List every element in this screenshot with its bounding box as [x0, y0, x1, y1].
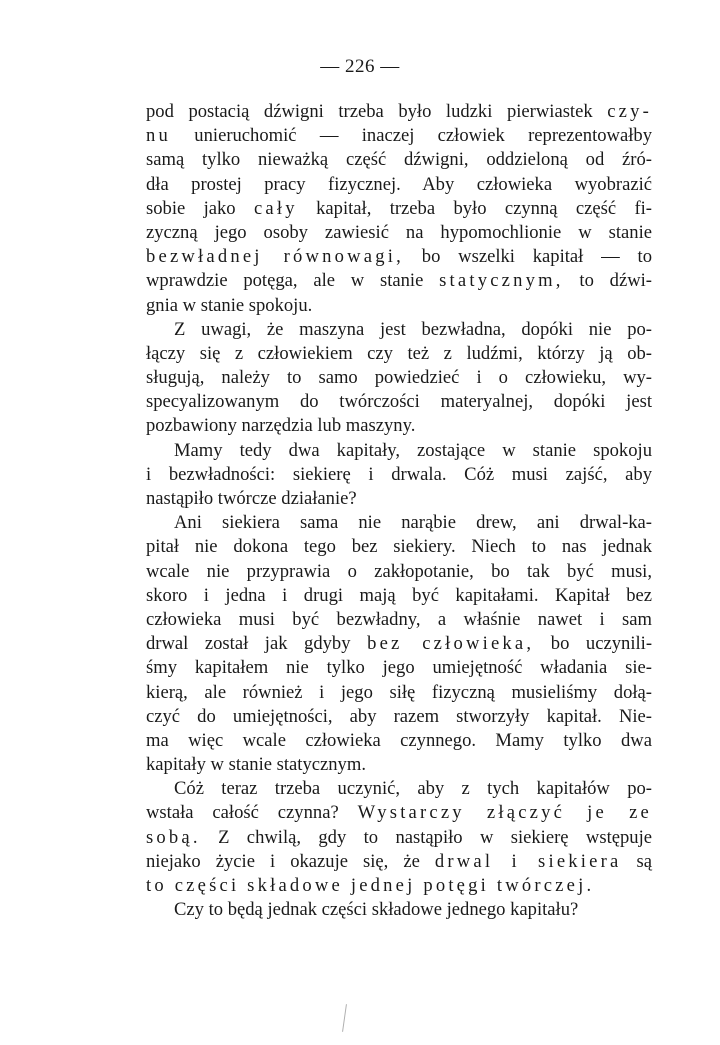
- body-text: [146, 100, 652, 922]
- text-run: pozbawiony narzędzia lub maszyny.: [146, 415, 416, 437]
- text-run: wstała całość czynna?: [146, 802, 358, 824]
- text-line: [146, 221, 652, 245]
- text-run: nastąpiło twórcze działanie?: [146, 488, 357, 509]
- text-line: [146, 608, 652, 632]
- text-run: łączy się z człowiekiem czy też z ludźmi, którzy ją ob-: [146, 342, 652, 364]
- text-line: [146, 681, 652, 705]
- text-run: specyalizowanym do twórczości materyalnej, dopóki jest: [146, 391, 652, 413]
- text-line: [146, 318, 652, 342]
- text-run: człowieka musi być bezwładny, a właśnie nawet i sam: [146, 608, 652, 630]
- text-run: dła prostej pracy fizycznej. Aby człowieka wyobrazić: [146, 173, 652, 195]
- text-run: drwal został jak gdyby: [146, 633, 368, 655]
- text-line: [146, 390, 652, 414]
- text-line: [146, 124, 652, 148]
- text-run: unieruchomić — inaczej człowiek reprezentowałby: [171, 125, 652, 147]
- text-line: [146, 342, 652, 366]
- text-run: samą tylko nieważką część dźwigni, oddzieloną od źró-: [146, 149, 652, 171]
- text-line: [146, 269, 652, 293]
- text-run: Mamy tedy dwa kapitały, zostające w stanie spokoju: [174, 439, 652, 461]
- text-line: [146, 463, 652, 487]
- text-run: gnia w stanie spokoju.: [146, 294, 313, 316]
- text-run: sobie jako: [146, 197, 254, 219]
- text-run: wprawdzie potęga, ale w stanie: [146, 270, 440, 292]
- stray-pencil-mark: [342, 1004, 347, 1032]
- text-line: [146, 197, 652, 221]
- text-line: [146, 560, 652, 584]
- text-line: [146, 535, 652, 559]
- text-run: pod postacią dźwigni trzeba było ludzki pierwiastek: [146, 101, 608, 122]
- text-line: [146, 705, 652, 729]
- text-run: i bezwładności: siekierę i drwala. Cóż musi zajść, aby: [146, 463, 652, 485]
- paragraph: [146, 439, 652, 512]
- paragraph: [146, 898, 652, 922]
- page-number: — 226 —: [320, 56, 400, 77]
- text-line: [146, 294, 652, 318]
- text-line: [146, 656, 652, 680]
- text-line: [146, 850, 652, 874]
- text-run: niejako życie i okazuje się, że: [146, 850, 435, 872]
- text-line: [146, 584, 652, 608]
- text-line: [146, 826, 652, 850]
- text-line: [146, 100, 652, 124]
- text-line: [146, 511, 652, 535]
- spaced-emphasis: Wystarczy złączyć je ze: [357, 802, 653, 824]
- text-line: [146, 366, 652, 390]
- text-run: Cóż teraz trzeba uczynić, aby z tych kapitałów po-: [174, 778, 652, 800]
- text-run: to dźwi-: [563, 270, 652, 292]
- text-run: Z chwilą, gdy to nastąpiło w siekierę wstępuje: [200, 826, 652, 848]
- text-run: są: [621, 850, 652, 872]
- text-run: bo wszelki kapitał — to: [403, 246, 652, 268]
- text-run: sługują, należy to samo powiedzieć i o człowieku, wy-: [146, 367, 652, 389]
- spaced-emphasis: czy-: [607, 101, 652, 122]
- paragraph: [146, 777, 652, 898]
- text-line: [146, 898, 652, 922]
- text-line: [146, 874, 652, 898]
- text-run: czyć do umiejętności, aby razem stworzyły kapitał. Nie-: [146, 705, 652, 727]
- text-line: [146, 173, 652, 197]
- text-run: kapitały w stanie statycznym.: [146, 754, 366, 776]
- text-line: [146, 801, 652, 825]
- text-line: [146, 439, 652, 463]
- spaced-emphasis: cały: [253, 197, 298, 219]
- text-run: kapitał, trzeba było czynną część fi-: [297, 197, 652, 219]
- text-line: [146, 632, 652, 656]
- paragraph: [146, 511, 652, 777]
- spaced-emphasis: sobą.: [146, 826, 201, 848]
- paragraph: [146, 318, 652, 439]
- text-run: skoro i jedna i drugi mają być kapitałami. Kapitał bez: [146, 584, 652, 606]
- text-line: [146, 753, 652, 777]
- spaced-emphasis: statycznym,: [439, 270, 564, 292]
- spaced-emphasis: drwal i siekiera: [434, 850, 622, 872]
- text-run: zyczną jego osoby zawiesić na hypomochlionie w stanie: [146, 221, 652, 243]
- text-line: [146, 245, 652, 269]
- spaced-emphasis: to części składowe jednej potęgi twórczej.: [146, 875, 595, 896]
- text-run: śmy kapitałem nie tylko jego umiejętność władania sie-: [146, 657, 652, 679]
- text-line: [146, 148, 652, 172]
- text-run: Ani siekiera sama nie narąbie drew, ani drwal-ka-: [174, 512, 652, 534]
- text-line: [146, 729, 652, 753]
- text-run: bo uczynili-: [534, 633, 653, 655]
- spaced-emphasis: nu: [146, 125, 171, 147]
- text-line: [146, 414, 652, 438]
- text-line: [146, 777, 652, 801]
- text-run: wcale nie przyprawia o zakłopotanie, bo tak być musi,: [146, 560, 652, 582]
- text-run: Z uwagi, że maszyna jest bezwładna, dopóki nie po-: [174, 318, 652, 340]
- spaced-emphasis: bezwładnej równowagi,: [146, 246, 404, 268]
- text-run: ma więc wcale człowieka czynnego. Mamy tylko dwa: [146, 729, 652, 751]
- text-run: kierą, ale również i jego siłę fizyczną musieliśmy dołą-: [146, 681, 652, 703]
- text-run: pitał nie dokona tego bez siekiery. Niech to nas jednak: [146, 536, 652, 558]
- text-line: [146, 487, 652, 511]
- spaced-emphasis: bez człowieka,: [367, 633, 535, 655]
- text-run: Czy to będą jednak części składowe jednego kapitału?: [174, 899, 579, 921]
- paragraph: [146, 100, 652, 318]
